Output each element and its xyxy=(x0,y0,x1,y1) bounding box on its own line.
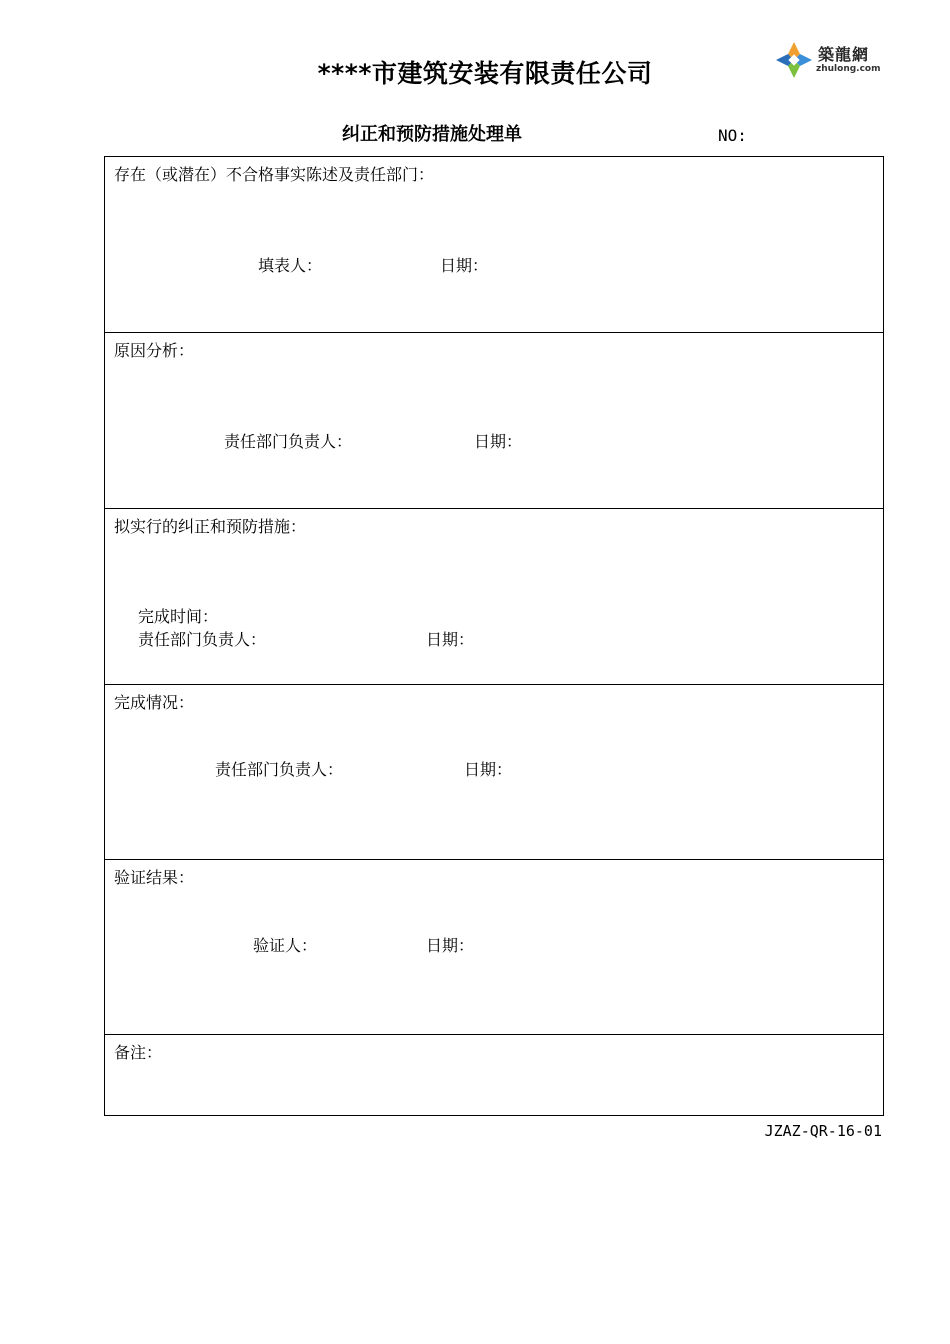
section-remarks xyxy=(105,1035,883,1115)
responsible-person-label: 责任部门负责人： xyxy=(215,760,344,779)
zhulong-logo xyxy=(774,40,884,80)
section-nonconformity xyxy=(105,157,883,333)
filler-label: 填表人： xyxy=(258,256,323,275)
logo-english-text: zhulong.com xyxy=(816,64,881,74)
date-label: 日期： xyxy=(426,630,475,649)
zhulong-logo-icon xyxy=(774,40,814,80)
logo-chinese-text: 築龍網 xyxy=(818,45,870,64)
section-heading: 完成情况： xyxy=(114,693,195,712)
section-completion-status xyxy=(105,685,883,860)
responsible-person-label: 责任部门负责人： xyxy=(138,630,267,649)
date-label: 日期： xyxy=(464,760,513,779)
form-title: 纠正和预防措施处理单 xyxy=(342,124,522,145)
section-verification xyxy=(105,860,883,1035)
corrective-action-form xyxy=(104,156,884,1116)
section-heading: 备注： xyxy=(114,1043,163,1062)
section-planned-actions xyxy=(105,509,883,685)
section-heading: 原因分析： xyxy=(114,341,195,360)
section-heading: 存在（或潜在）不合格事实陈述及责任部门： xyxy=(114,165,435,184)
verifier-label: 验证人： xyxy=(253,936,318,955)
date-label: 日期： xyxy=(440,256,489,275)
form-code: JZAZ-QR-16-01 xyxy=(764,1122,882,1140)
section-heading: 拟实行的纠正和预防措施： xyxy=(114,517,307,536)
section-heading: 验证结果： xyxy=(114,868,195,887)
section-cause-analysis xyxy=(105,333,883,509)
responsible-person-label: 责任部门负责人： xyxy=(224,432,353,451)
completion-time-label: 完成时间： xyxy=(138,607,219,626)
date-label: 日期： xyxy=(474,432,523,451)
form-number-label: NO: xyxy=(718,126,747,145)
date-label: 日期： xyxy=(426,936,475,955)
company-title: ****市建筑安装有限责任公司 xyxy=(317,59,653,88)
